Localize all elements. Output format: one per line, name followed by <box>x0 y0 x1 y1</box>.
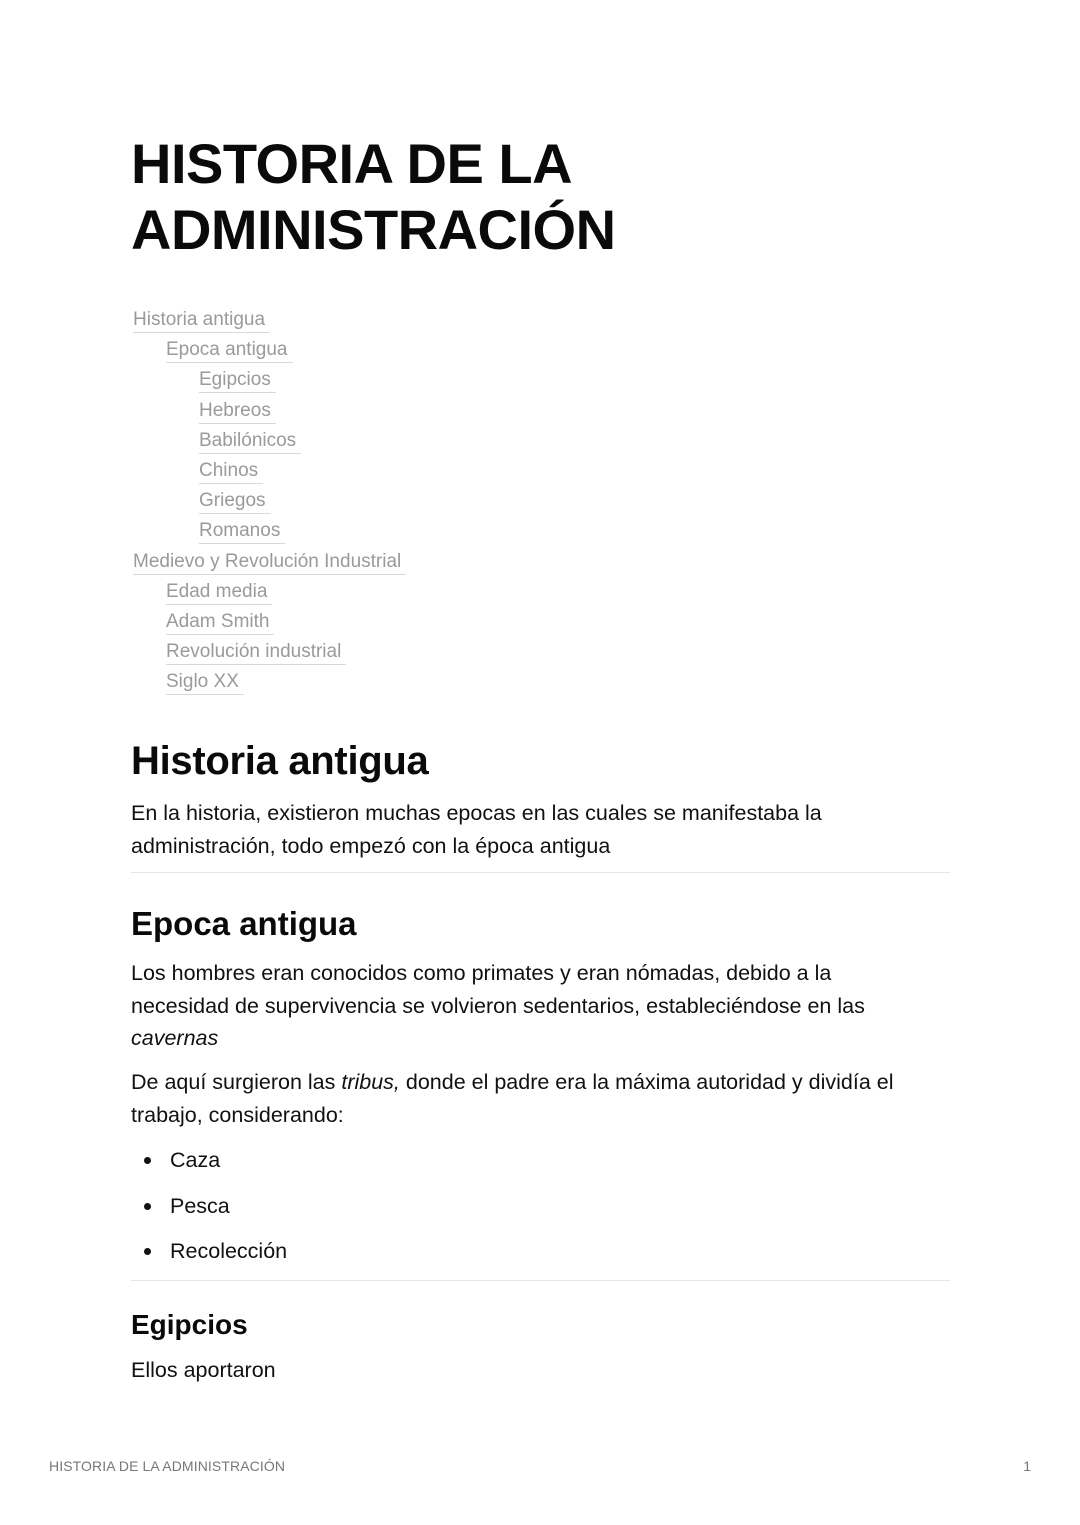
list-item: Pesca <box>131 1190 287 1236</box>
table-of-contents <box>133 306 406 698</box>
bullet-list-trabajo <box>131 1144 287 1281</box>
document-title <box>131 131 616 263</box>
section-divider <box>131 1280 950 1281</box>
toc-link-griegos[interactable]: Griegos <box>133 487 406 517</box>
toc-link-adam-smith[interactable]: Adam Smith <box>133 608 406 638</box>
paragraph-epoca-antigua-1: Los hombres eran conocidos como primates y eran nómadas, debido a la necesidad de supervivencia se volvieron sedentarios, estableciéndose en las cavernas <box>131 961 865 1050</box>
list-item: Caza <box>131 1144 287 1190</box>
toc-link-hebreos[interactable]: Hebreos <box>133 397 406 427</box>
toc-link-edad-media[interactable]: Edad media <box>133 578 406 608</box>
footer-document-title: HISTORIA DE LA ADMINISTRACIÓN <box>49 1458 286 1474</box>
list-item: Recolección <box>131 1235 287 1281</box>
bullet-icon <box>144 1157 151 1164</box>
heading-epoca-antigua: Epoca antigua <box>131 905 357 942</box>
toc-link-romanos[interactable]: Romanos <box>133 517 406 547</box>
toc-link-chinos[interactable]: Chinos <box>133 457 406 487</box>
paragraph-egipcios: Ellos aportaron <box>131 1358 276 1382</box>
toc-link-revolucion-industrial[interactable]: Revolución industrial <box>133 638 406 668</box>
bullet-icon <box>144 1203 151 1210</box>
footer-page-number: 1 <box>1023 1458 1031 1474</box>
toc-link-historia-antigua[interactable]: Historia antigua <box>133 306 406 336</box>
title-line-2: ADMINISTRACIÓN <box>131 198 616 261</box>
toc-link-medievo-revolucion-industrial[interactable]: Medievo y Revolución Industrial <box>133 548 406 578</box>
heading-egipcios: Egipcios <box>131 1309 248 1340</box>
toc-link-epoca-antigua[interactable]: Epoca antigua <box>133 336 406 366</box>
toc-link-egipcios[interactable]: Egipcios <box>133 366 406 396</box>
section-divider <box>131 872 950 873</box>
heading-historia-antigua: Historia antigua <box>131 739 429 783</box>
bullet-icon <box>144 1248 151 1255</box>
paragraph-epoca-antigua-2: De aquí surgieron las tribus, donde el padre era la máxima autoridad y dividía el trabajo, considerando: <box>131 1070 894 1127</box>
toc-link-babilonicos[interactable]: Babilónicos <box>133 427 406 457</box>
paragraph-historia-antigua: En la historia, existieron muchas epocas en las cuales se manifestaba la administración, todo empezó con la época antigua <box>131 801 822 858</box>
title-line-1: HISTORIA DE LA <box>131 132 573 195</box>
toc-link-siglo-xx[interactable]: Siglo XX <box>133 668 406 698</box>
